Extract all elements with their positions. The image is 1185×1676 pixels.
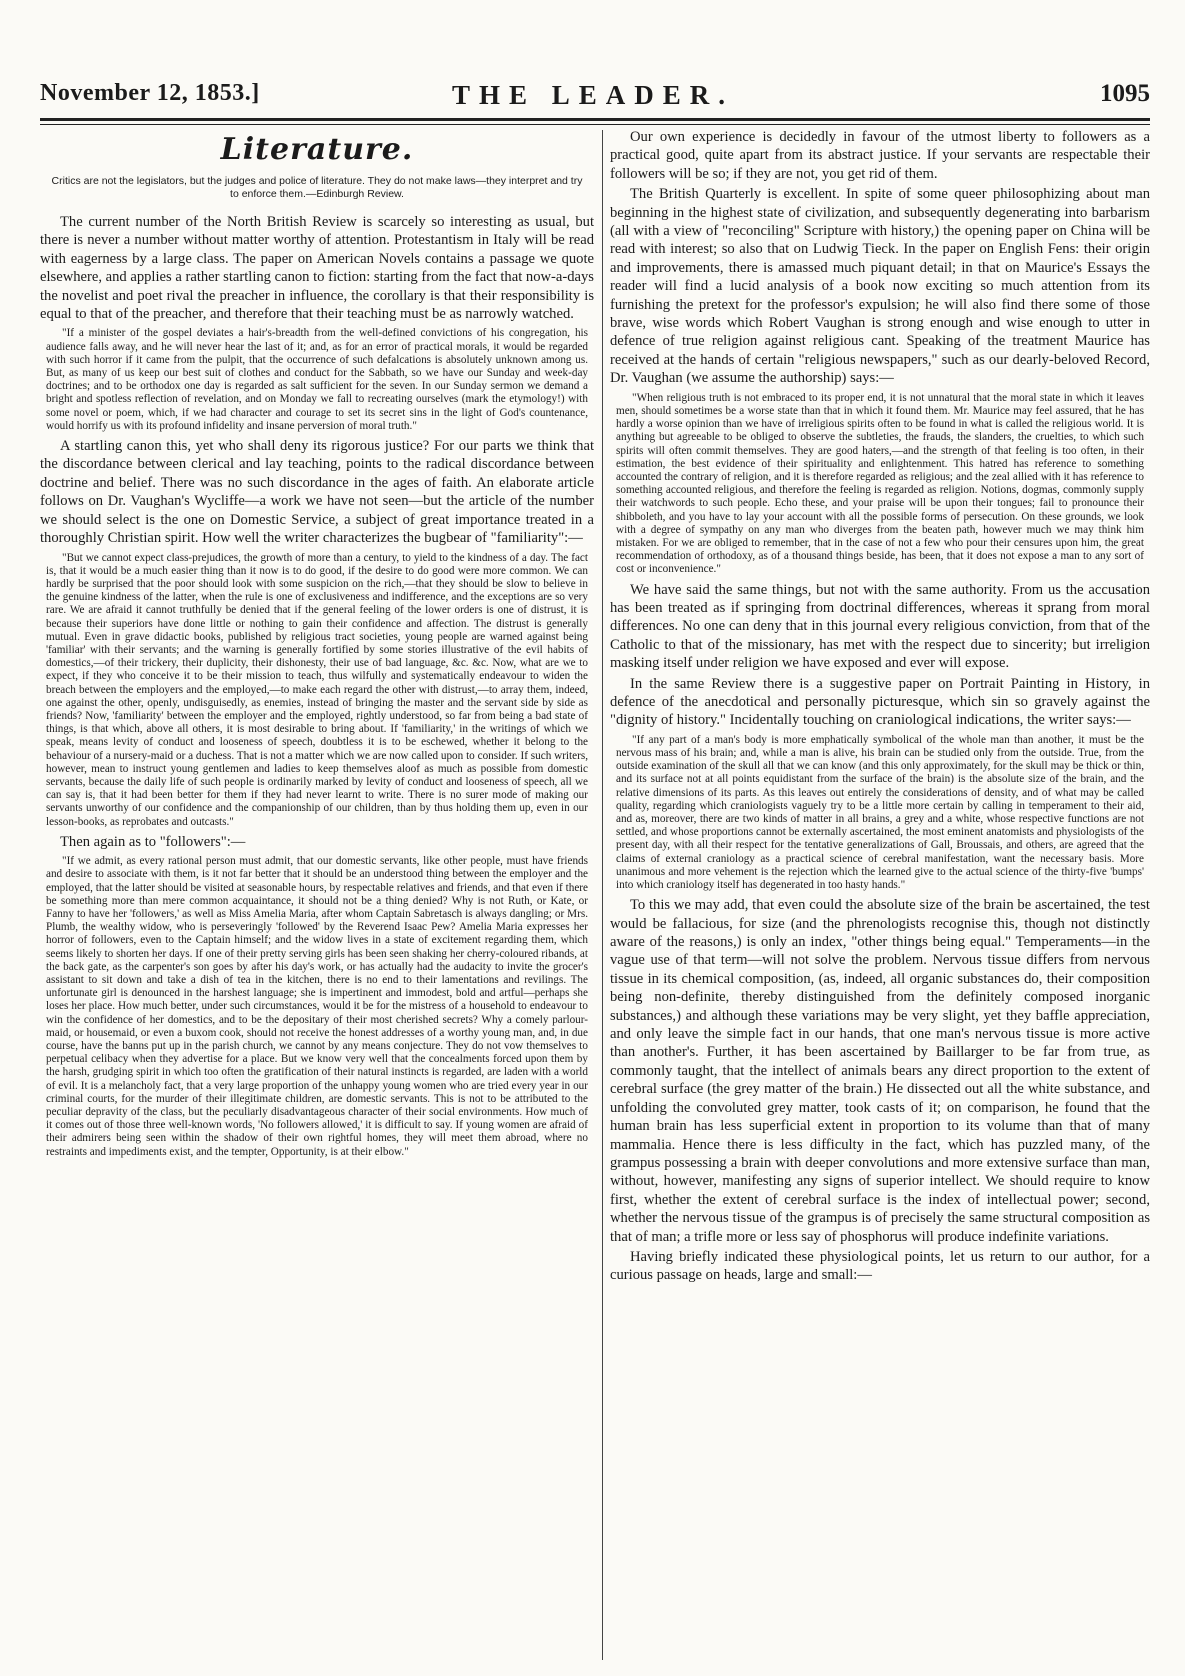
page-number: 1095 <box>1100 80 1150 107</box>
masthead-rule-thick <box>40 118 1150 121</box>
paragraph: Then again as to "followers":— <box>60 833 246 850</box>
masthead-rule-thin <box>40 124 1150 125</box>
paragraph: The British Quarterly is excellent. In spite of some queer philosophizing about man beginning in the highest state of civilization, and subsequently degenerating into barbarism (all with a view of "reconciling" Scripture with history,) the opening paper on China will be read with interest; so also that on Ludwig Tieck. In the paper on English Fens: their origin and improvements, there is amassed much piquant detail; in that on Maurice's Essays the reader will find a lucid analysis of a book now exciting so much attention from its furnishing the pretext for the professor's expulsion; he will also find there some of those brave, wise words which Robert Vaughan is strong enough and wise enough to utter in defence of true religion against religious cant. Speaking of the treatment Maurice has received at the hands of certain "religious newspapers," such as our dearly-beloved Record, Dr. Vaughan (we assume the authorship) says:— <box>610 186 1150 387</box>
block-quote: "When religious truth is not embraced to its proper end, it is not unnatural that the moral state in which it leaves men, should sometimes be a worse state than that in which it found them. Mr. Maurice may feel assured, that he has hardly a worse opinion than we have of irreligious spirits often to be found in what is called the religious world. It is anything but agreeable to be obliged to observe the subtleties, the frauds, the slanders, the cruelties, to which such spirits will often commit themselves. They are good haters,—and the strength of that feeling is too often, in their estimation, the best evidence of their spirituality and enlightenment. This hatred has reference to something accounted the contrary of religion, and it is therefore regarded as religious; and the zeal allied with it has reference to something accounted religious, and therefore the feeling is regarded as religion. Notions, dogmas, commonly supply their watchwords to such people. Echo these, and your praise will be upon their tongues; fail to pronounce their shibboleth, and you have to lay your account with all the possible forms of persecution. On these grounds, we look with a degree of sympathy on any man who diverges from the beaten path, however much we may think him mistaken. For we are obliged to remember, that in the case of not a few who pour their censures upon him, the great recommendation of orthodoxy, as of a thousand things beside, has been, that it does not expose a man to any sort of cost or inconvenience." <box>616 391 1144 576</box>
section-epigraph: Critics are not the legislators, but the judges and police of literature. They do not make laws—they interpret and try to enforce them.—Edinburgh Review. <box>51 175 583 200</box>
paragraph: Our own experience is decidedly in favour of the utmost liberty to followers as a practical good, quite apart from its abstract justice. If your servants are respectable their followers will be so; if they are not, you get rid of them. <box>610 129 1150 182</box>
paragraph: In the same Review there is a suggestive paper on Portrait Painting in History, in defence of the anecdotical and personally picturesque, which sin so gravely against the "dignity of history." Incidentally touching on craniological indications, the writer says:— <box>610 675 1150 729</box>
masthead <box>40 80 1150 116</box>
block-quote: "But we cannot expect class-prejudices, the growth of more than a century, to yield to the kindness of a day. The fact is, that it would be a much easier thing than it now is to do good, if the desire to do good were more common. We can hardly be surprised that the poor should look with some suspicion on the rich,—that they should be slow to believe in the genuine kindness of the latter, when the rule is one of exclusiveness and indifference, and the exceptions are so very rare. We are afraid it cannot truthfully be denied that if the general feeling of the lower orders is one of distrust, it is because their superiors have done little or nothing to gain their confidence and affection. The distrust is generally mutual. Even in grave didactic books, published by religious tract societies, young people are warned against being 'familiar' with their servants; and the warning is generally fortified by some stories illustrative of the evil habits of domestics,—of their trickery, their duplicity, their dishonesty, their use of bad language, &c. &c. Now, what are we to expect, if they who conceive it to be their mission to teach, thus wilfully and systematically endeavour to widen the breach between the employers and the employed,—to make each regard the other with distrust,—to array them, indeed, one against the other, openly, undisguisedly, as enemies, instead of bringing the master and the servant side by side as friends? Now, 'familiarity' between the employer and the employed, rightly understood, so far from being a bad state of things, is that which, above all others, it is most desirable to bring about. If 'familiarity,' in the writings of which we speak, means levity of conduct and looseness of speech, doubtless it is to be eschewed, whether it belong to the behaviour of a nursery-maid or a duchess. That is not a matter which we are now called upon to consider. If such writers, however, mean to instruct young gentlemen and ladies to keep themselves aloof as much as possible from domestic servants, because the daily life of such people is ordinarily marked by levity of conduct and looseness of speech, all we can say is, that it had been better for them if they had never learnt to write. There is no surer mode of making our servants unworthy of our confidence and the companionship of our children, than by thus holding them up, even in our lesson-books, as reprobates and outcasts." <box>46 551 588 828</box>
masthead-title: THE LEADER. <box>452 80 735 110</box>
paragraph: We have said the same things, but not with the same authority. From us the accusation has been treated as if springing from doctrinal differences, whereas it sprang from moral differences. No one can deny that in this journal every religious conviction, from that of the Catholic to that of the missionary, has met with the respect due to sincerity; but irreligion masking itself under religion we have exposed and ever will expose. <box>610 581 1150 672</box>
section-title: Literature. <box>220 132 414 167</box>
paragraph: To this we may add, that even could the absolute size of the brain be ascertained, the test would be fallacious, for size (and the phrenologists recognise this, though not distinctly aware of the reasons,) is only an index, "other things being equal." Temperaments—in the vague use of that term—will not solve the problem. Nervous tissue differs from nervous tissue in its chemical composition, (as, indeed, all organic substances do, their composition being non-definite, thereby distinguished from the definitely composed inorganic substances,) and although these variations may be very slight, yet they baffle appreciation, and only leave the simple fact in our hands, that one man's nervous tissue is more active than another's. Further, it has been ascertained by Baillarger to be far from true, as commonly taught, that the intellect of animals bears any direct proportion to the extent of cerebral surface (the grey matter of the brain.) He dissected out all the white substance, and unfolding the convoluted grey matter, took casts of it; on comparison, he found that the human brain has less superficial extent in proportion to its volume than that of many mammalia. Hence there is less difficulty in the fact, which has puzzled many, of the grampus possessing a brain with deeper convolutions and more extensive surface than man, without, however, manifesting any signs of superior intellect. We should require to know first, whether the extent of cerebral surface is the index of intellectual power; second, whether the nervous tissue of the grampus is of precisely the same structural composition as that of man; a trifle more or less say of phosphorus will produce indefinite variations. <box>610 897 1150 1245</box>
block-quote: "If any part of a man's body is more emphatically symbolical of the whole man than another, it must be the nervous mass of his brain; and, while a man is alive, his brain can be studied only from the outside. True, from the outside examination of the skull all that we can know (and this only approximately, for the skull may be thick or thin, and its surface not at all points equidistant from the surface of the brain) is the absolute size of the brain, and the relative dimensions of its parts. As this leaves out entirely the considerations of density, and of what may be called quality, regarding which craniologists vaguely try to be a little more certain by calling in temperament to their aid, and as, moreover, there are two kinds of matter in all brains, a grey and a white, whose respective functions are not settled, and whose proportions cannot be externally ascertained, the most eminent anatomists and physiologists of the present day, with all their respect for the tentative generalizations of Gall, Broussais, and others, are agreed that the claims of external craniology as a practical science of cerebral manifestation, want the necessary basis. More unanimous and more vehement is the rejection which the learned give to the actual science of the thirty-five 'bumps' into which craniology itself has degenerated in too hasty hands." <box>616 733 1144 892</box>
paragraph: The current number of the North British Review is scarcely so interesting as usual, but there is never a number without matter worthy of attention. Protestantism in Italy will be read with eagerness by a large class. The paper on American Novels contains a passage we quote elsewhere, and applies a rather startling canon to fiction: starting from the fact that now-a-days the novelist and poet rival the preacher in influence, the corollary is that their responsibility is equal to that of the preacher, and therefore that their teaching must be as narrowly watched. <box>40 214 594 323</box>
masthead-date: November 12, 1853.] <box>40 80 260 106</box>
paragraph: A startling canon this, yet who shall deny its rigorous justice? For our parts we think that the discordance between clerical and lay teaching, points to the radical discordance between doctrine and belief. There was no such discordance in the ages of faith. An elaborate article follows on Dr. Vaughan's Wycliffe—a work we have not seen—but the article of the number we should select is the one on Domestic Service, a subject of great importance treated in a thoroughly Christian spirit. How well the writer characterizes the bugbear of "familiarity":— <box>40 438 594 547</box>
paragraph: Having briefly indicated these physiological points, let us return to our author, for a curious passage on heads, large and small:— <box>610 1248 1150 1284</box>
right-column <box>610 128 1150 1668</box>
block-quote: "If a minister of the gospel deviates a hair's-breadth from the well-defined convictions of his congregation, his audience falls away, and he will never hear the last of it; and, as for an error of practical morals, it would be regarded with such horror if it came from the pulpit, that the occurrence of such defalcations is absolutely unknown among us. But, as many of us keep our best suit of clothes and conduct for the Sabbath, so we have our Sunday and week-day doctrines; and to be orthodox one day is regarded as salt sufficient for the seven. In our Sunday sermon we demand a bright and spotless reflection of revelation, and on Monday we fall to recreating ourselves (mark the etymology!) with some novel or poem, which, if we had character and courage to set its secret sins in the light of God's countenance, would horrify us with its profound infidelity and insane perversion of moral truth." <box>46 327 588 432</box>
column-divider <box>602 130 603 1660</box>
left-column <box>40 128 594 1668</box>
block-quote: "If we admit, as every rational person must admit, that our domestic servants, like other people, must have friends and desire to associate with them, is it not far better that it should be an understood thing between the employer and the employed, that the latter should be visited at seasonable hours, by respectable relatives and friends, and that even if there be something more than mere common acquaintance, it should not be a thing denied? Why is not Ruth, or Kate, or Fanny to have her 'followers,' as well as Miss Amelia Maria, after whom Captain Sabretasch is always dangling; or Mrs. Plumb, the wealthy widow, who is perseveringly 'followed' by the Reverend Isaac Pew? Amelia Maria expresses her horror of followers, even to the Captain himself; and the widow lives in a state of excitement regarding them, which seems likely to shorten her days. If one of their pretty serving girls has been seen shaking her cherry-coloured ribands, at the back gate, as the carpenter's son goes by after his day's work, or has actually had the audacity to invite the grocer's assistant to sit down and take a dish of tea in the kitchen, there is no end to their lamentations and revilings. The unfortunate girl is denounced in the harshest language; she is impertinent and immodest, bold and artful—perhaps she loses her place. How much better, under such circumstances, would it be for the mistress of a household to endeavour to win the confidence of her domestics, and to be the depositary of their most cherished secrets? Why a comely parlour-maid, or housemaid, or even a buxom cook, should not receive the honest addresses of a worthy young man, and, in due course, have the banns put up in the parish church, we cannot by any means conjecture. They do not vow themselves to perpetual celibacy when they advertise for a place. But we know very well that the concealments forced upon them by the harsh, grudging spirit in which too often the gratification of their natural instincts is regarded, are laden with a world of evil. It is a melancholy fact, that a very large proportion of the unhappy young women who are tried every year in our criminal courts, for the murder of their illegitimate children, are domestic servants. This is not to be attributed to the peculiar depravity of the class, but the peculiarly disadvantageous character of their social environments. How much of it comes out of those three well-known words, 'No followers allowed,' it is difficult to say. If young women are afraid of their admirers being seen within the shadow of their own rightful homes, they will meet them abroad, where no restraints and impediments exist, and the tempter, Opportunity, is at their elbow." <box>46 855 588 1158</box>
